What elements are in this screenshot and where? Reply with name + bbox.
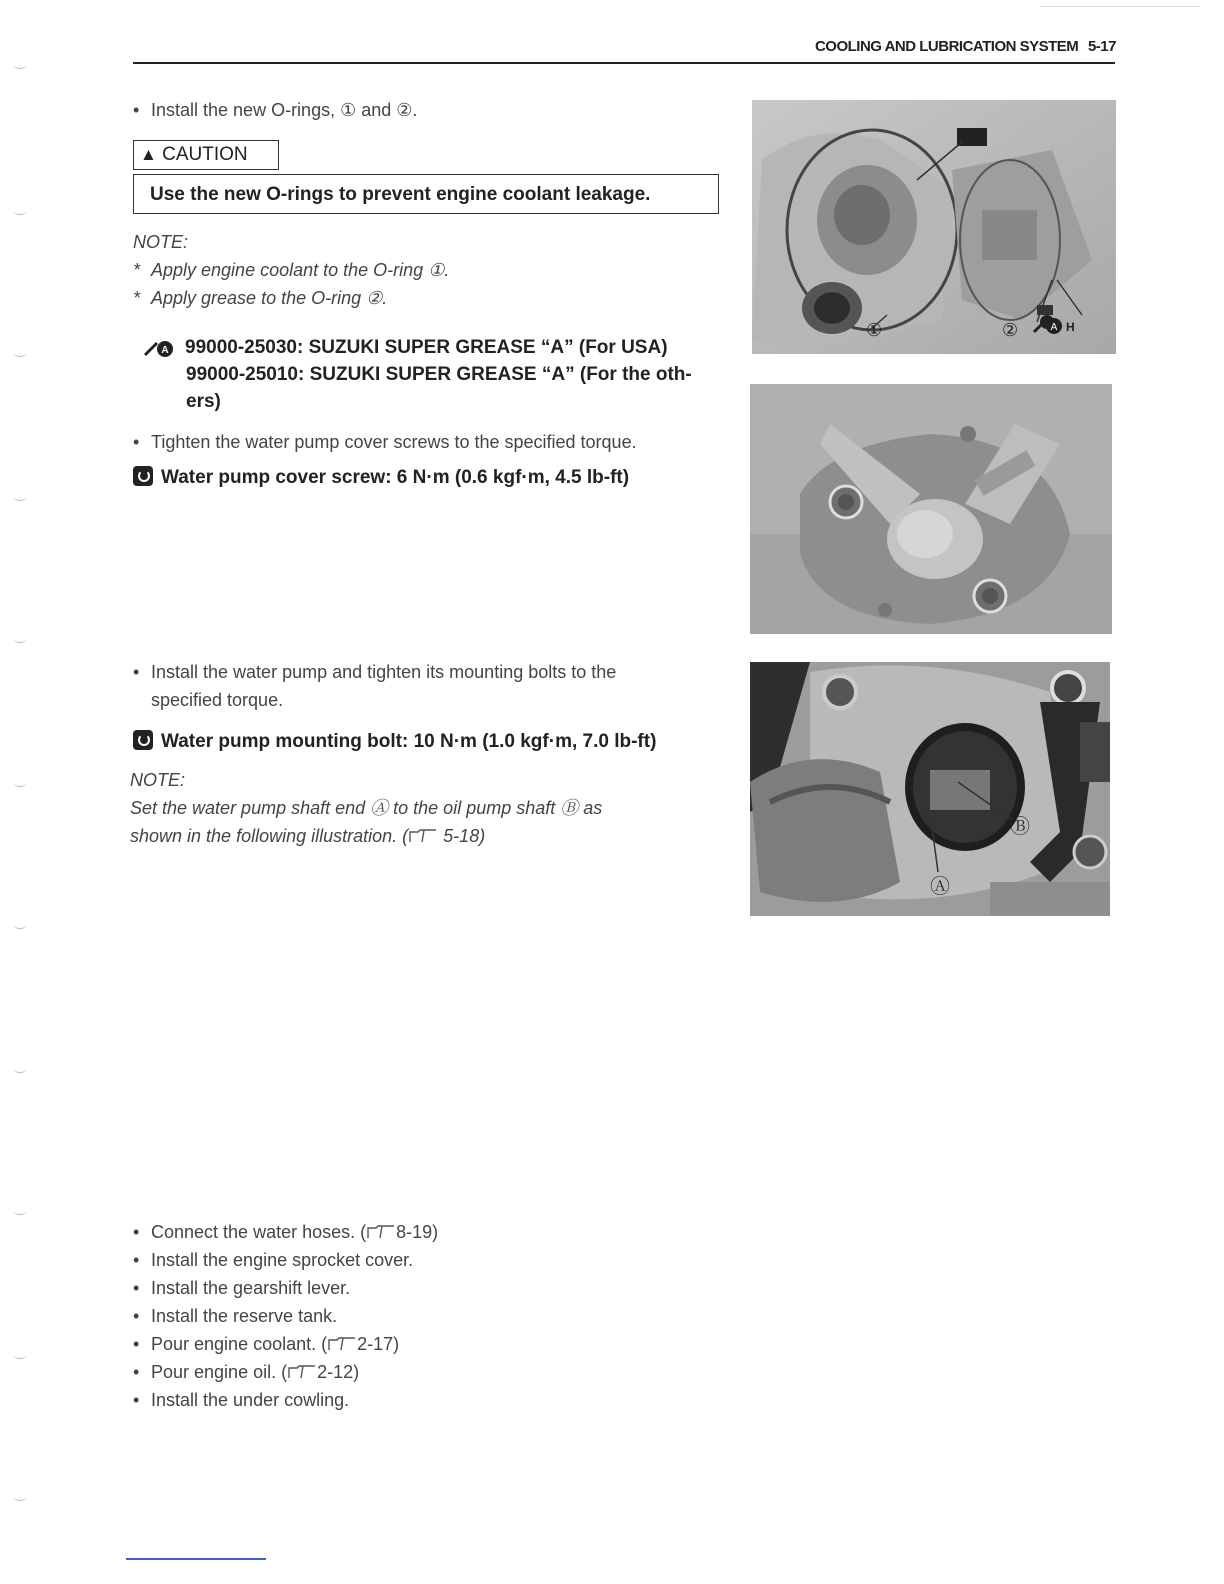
caution-message: Use the new O-rings to prevent engine coolant leakage. bbox=[150, 184, 651, 205]
margin-mark bbox=[14, 350, 26, 357]
step-text: Install the water pump and tighten its mounting bolts to the bbox=[151, 662, 617, 682]
list-item: • Install the under cowling. bbox=[133, 1390, 350, 1410]
caution-message-box bbox=[133, 174, 719, 214]
note-item: * Apply engine coolant to the O-ring ①. bbox=[133, 260, 450, 280]
note-block-2 bbox=[130, 766, 602, 850]
callout-a: Ⓐ bbox=[930, 876, 950, 898]
caution-label-box bbox=[133, 140, 279, 170]
step-text: specified torque. bbox=[151, 690, 284, 710]
photo-pump-shaft bbox=[750, 662, 1110, 916]
margin-mark bbox=[14, 1494, 26, 1501]
step-install-orings bbox=[133, 96, 417, 124]
bullet-dot: • bbox=[133, 662, 140, 682]
torque-spec-mounting bbox=[133, 728, 656, 755]
list-item: • Install the reserve tank. bbox=[133, 1306, 338, 1326]
section-title: COOLING AND LUBRICATION SYSTEM bbox=[814, 38, 1079, 55]
photo-orings bbox=[752, 100, 1116, 354]
step-text: Install the new O-rings, ① and ②. bbox=[151, 100, 418, 120]
page-reference-icon bbox=[408, 828, 438, 844]
svg-text:H: H bbox=[1066, 320, 1075, 334]
margin-mark bbox=[14, 208, 26, 215]
grease-line-1: 99000-25030: SUZUKI SUPER GREASE “A” (For USA) bbox=[185, 337, 668, 358]
page-number: 5-17 bbox=[1087, 38, 1116, 55]
page-reference-icon bbox=[327, 1336, 357, 1352]
margin-mark bbox=[14, 1066, 26, 1073]
list-item: • Install the engine sprocket cover. bbox=[133, 1250, 414, 1270]
note-item-text: Apply engine coolant to the O-ring ①. bbox=[151, 260, 450, 280]
grease-a-icon bbox=[133, 337, 183, 359]
bullet-dot: • bbox=[133, 100, 140, 120]
note-text: Set the water pump shaft end Ⓐ to the oil pump shaft Ⓑ as bbox=[130, 798, 603, 818]
margin-mark bbox=[14, 636, 26, 643]
warning-triangle-icon: ▲ bbox=[140, 145, 157, 164]
list-item: • Connect the water hoses. ( 8-19) bbox=[133, 1222, 439, 1242]
grease-line-2: 99000-25010: SUZUKI SUPER GREASE “A” (For the oth- bbox=[186, 364, 692, 385]
callout-1: ① bbox=[866, 320, 883, 340]
footer-rule bbox=[126, 1558, 266, 1560]
grease-line-3: ers) bbox=[186, 391, 221, 412]
header-top-rule bbox=[1040, 6, 1200, 7]
note-block-1 bbox=[133, 228, 449, 312]
grease-line bbox=[133, 334, 723, 361]
header-rule bbox=[133, 62, 1115, 64]
list-item: • Pour engine oil. ( 2-12) bbox=[133, 1362, 360, 1382]
note-label: NOTE: bbox=[130, 770, 186, 790]
step-text: Tighten the water pump cover screws to the specified torque. bbox=[151, 432, 637, 452]
step-tighten-cover bbox=[133, 428, 637, 456]
callout-b: Ⓑ bbox=[1010, 816, 1030, 838]
grease-spec bbox=[133, 334, 723, 415]
margin-mark bbox=[14, 922, 26, 929]
callout-2: ② bbox=[1002, 320, 1019, 340]
photo-cover-screws bbox=[750, 384, 1112, 634]
note-item: * Apply grease to the O-ring ②. bbox=[133, 288, 388, 308]
margin-mark bbox=[14, 780, 26, 787]
torque-spec-cover bbox=[133, 464, 629, 491]
grease-a-icon bbox=[1032, 314, 1088, 336]
list-item: • Install the gearshift lever. bbox=[133, 1278, 351, 1298]
page-reference-icon bbox=[366, 1224, 396, 1240]
bullet-dot: • bbox=[133, 432, 140, 452]
note-item-text: Apply grease to the O-ring ②. bbox=[151, 288, 388, 308]
margin-mark bbox=[14, 62, 26, 69]
torque-text: Water pump cover screw: 6 N·m (0.6 kgf·m, 4.5 lb-ft) bbox=[161, 467, 630, 488]
margin-mark bbox=[14, 1352, 26, 1359]
torque-text: Water pump mounting bolt: 10 N·m (1.0 kgf·m, 7.0 lb-ft) bbox=[161, 731, 657, 752]
svg-text:A: A bbox=[161, 344, 169, 356]
svg-text:A: A bbox=[1050, 322, 1058, 333]
page-reference-icon bbox=[287, 1364, 317, 1380]
margin-mark bbox=[14, 494, 26, 501]
torque-wrench-icon bbox=[133, 466, 153, 486]
final-steps-list bbox=[133, 1218, 438, 1414]
note-text: shown in the following illustration. ( 5-18) bbox=[130, 826, 486, 846]
note-label: NOTE: bbox=[133, 232, 189, 252]
step-install-pump bbox=[133, 658, 616, 714]
margin-mark bbox=[14, 1208, 26, 1215]
page-header bbox=[815, 38, 1116, 55]
torque-wrench-icon bbox=[133, 730, 153, 750]
caution-label: CAUTION bbox=[162, 144, 248, 165]
list-item: • Pour engine coolant. ( 2-17) bbox=[133, 1334, 400, 1354]
